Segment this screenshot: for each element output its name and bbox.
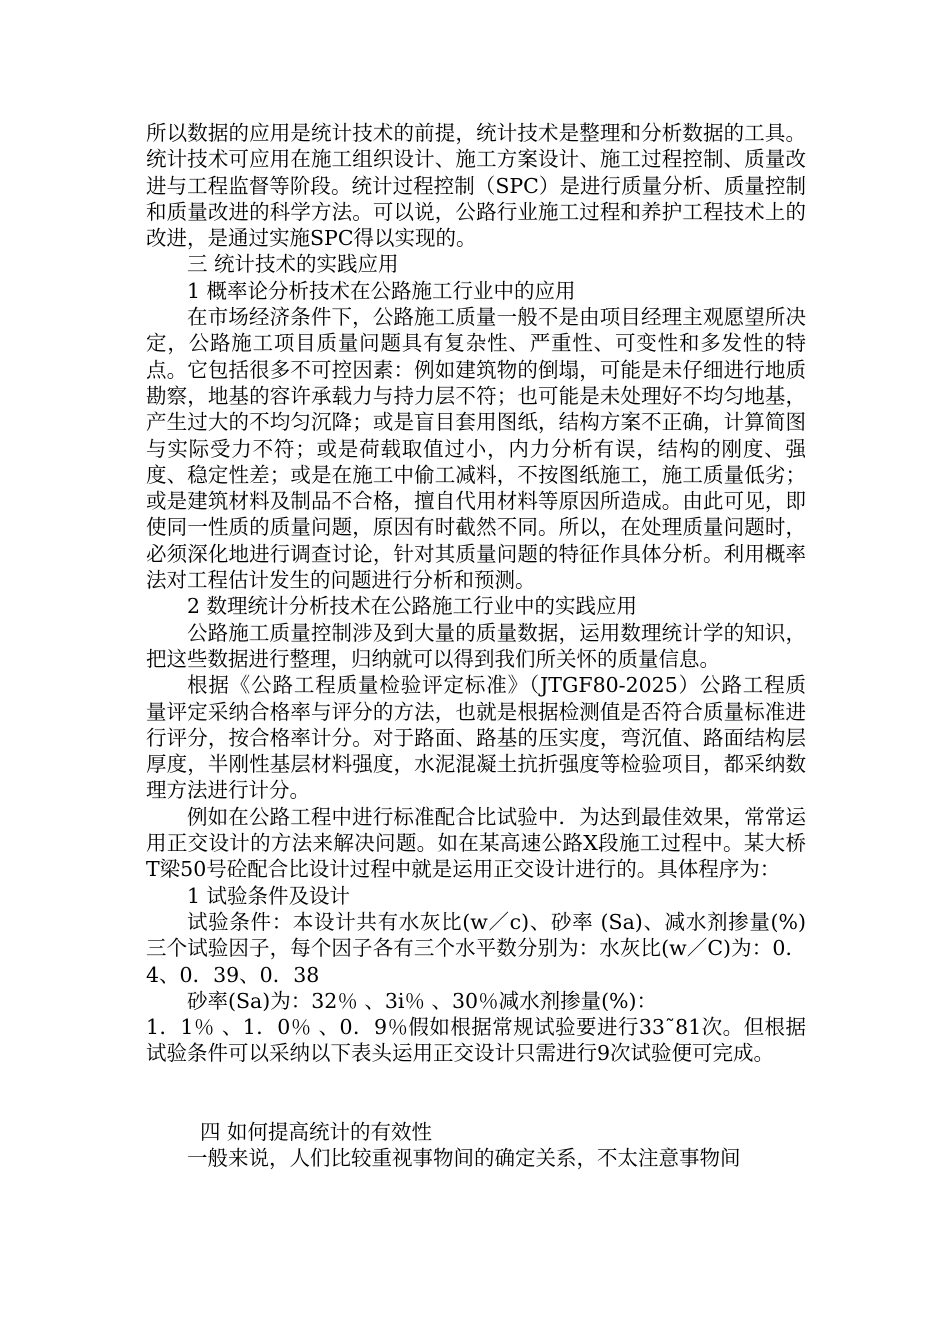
paragraph-data-application: 所以数据的应用是统计技术的前提，统计技术是整理和分析数据的工具。统计技术可应用在施工组织设计、施工方案设计、施工过程控制、质量改进与工程监督等阶段。统计过程控制（SPC）是进行质量分析、质量控制和质量改进的科学方法。可以说，公路行业施工过程和养护工程技术上的改进，是通过实施SPC得以实现的。	[146, 121, 806, 251]
section-heading-three: 三 统计技术的实践应用	[187, 252, 399, 277]
document-body	[146, 120, 806, 1171]
paragraph-effectiveness: 一般来说，人们比较重视事物间的确定关系，不太注意事物间	[187, 1145, 741, 1170]
paragraph-test-factors: 试验条件：本设计共有水灰比(w／c)、砂率 (Sa)、减水剂掺量(%)三个试验因子，每个因子各有三个水平数分别为：水灰比(w／C)为：0．4、0．39、0．38	[146, 909, 806, 987]
paragraph-sand-ratio-first: 砂率(Sa)为：32％ 、3i％ 、30％减水剂掺量(%)：	[187, 988, 658, 1013]
paragraph-quality-data: 公路施工质量控制涉及到大量的质量数据，运用数理统计学的知识，把这些数据进行整理，归纳就可以得到我们所关怀的质量信息。	[146, 620, 806, 671]
blank-spacer	[146, 1067, 806, 1119]
paragraph-standard: 根据《公路工程质量检验评定标准》（JTGF80-2025）公路工程质量评定采纳合格率与评分的方法，也就是根据检测值是否符合质量标准进行评分，按合格率计分。对于路面、路基的压实度，弯沉值、路面结构层厚度，半刚性基层材料强度，水泥混凝土抗折强度等检验项目，都采纳数理方法进行计分。	[146, 673, 806, 803]
paragraph-orthogonal-design: 例如在公路工程中进行标准配合比试验中．为达到最佳效果，常常运用正交设计的方法来解决问题。如在某高速公路X段施工过程中。某大桥T梁50号砼配合比设计过程中就是运用正交设计进行的。具体程序为：	[146, 804, 806, 882]
subheading-statistical-analysis: 2 数理统计分析技术在公路施工行业中的实践应用	[187, 594, 638, 619]
paragraph-sand-ratio-rest: 1．1％ 、1．0％ 、0．9％假如根据常规试验要进行33˜81次。但根据试验条件可以采纳以下表头运用正交设计只需进行9次试验便可完成。	[146, 1015, 806, 1066]
subheading-test-conditions: 1 试验条件及设计	[187, 883, 351, 908]
section-heading-four: 四 如何提高统计的有效性	[200, 1119, 433, 1144]
subheading-probability-analysis: 1 概率论分析技术在公路施工行业中的应用	[187, 278, 576, 303]
paragraph-market-economy: 在市场经济条件下，公路施工质量一般不是由项目经理主观愿望所决定，公路施工项目质量问题具有复杂性、严重性、可变性和多发性的特点。它包括很多不可控因素：例如建筑物的倒塌，可能是未仔细进行地质勘察，地基的容许承载力与持力层不符；也可能是未处理好不均匀地基，产生过大的不均匀沉降；或是盲目套用图纸，结构方案不正确，计算简图与实际受力不符；或是荷载取值过小，内力分析有误，结构的刚度、强度、稳定性差；或是在施工中偷工减料，不按图纸施工，施工质量低劣；或是建筑材料及制品不合格，擅自代用材料等原因所造成。由此可见，即使同一性质的质量问题，原因有时截然不同。所以，在处理质量问题时，必须深化地进行调查讨论，针对其质量问题的特征作具体分析。利用概率法对工程估计发生的问题进行分析和预测。	[146, 305, 806, 593]
